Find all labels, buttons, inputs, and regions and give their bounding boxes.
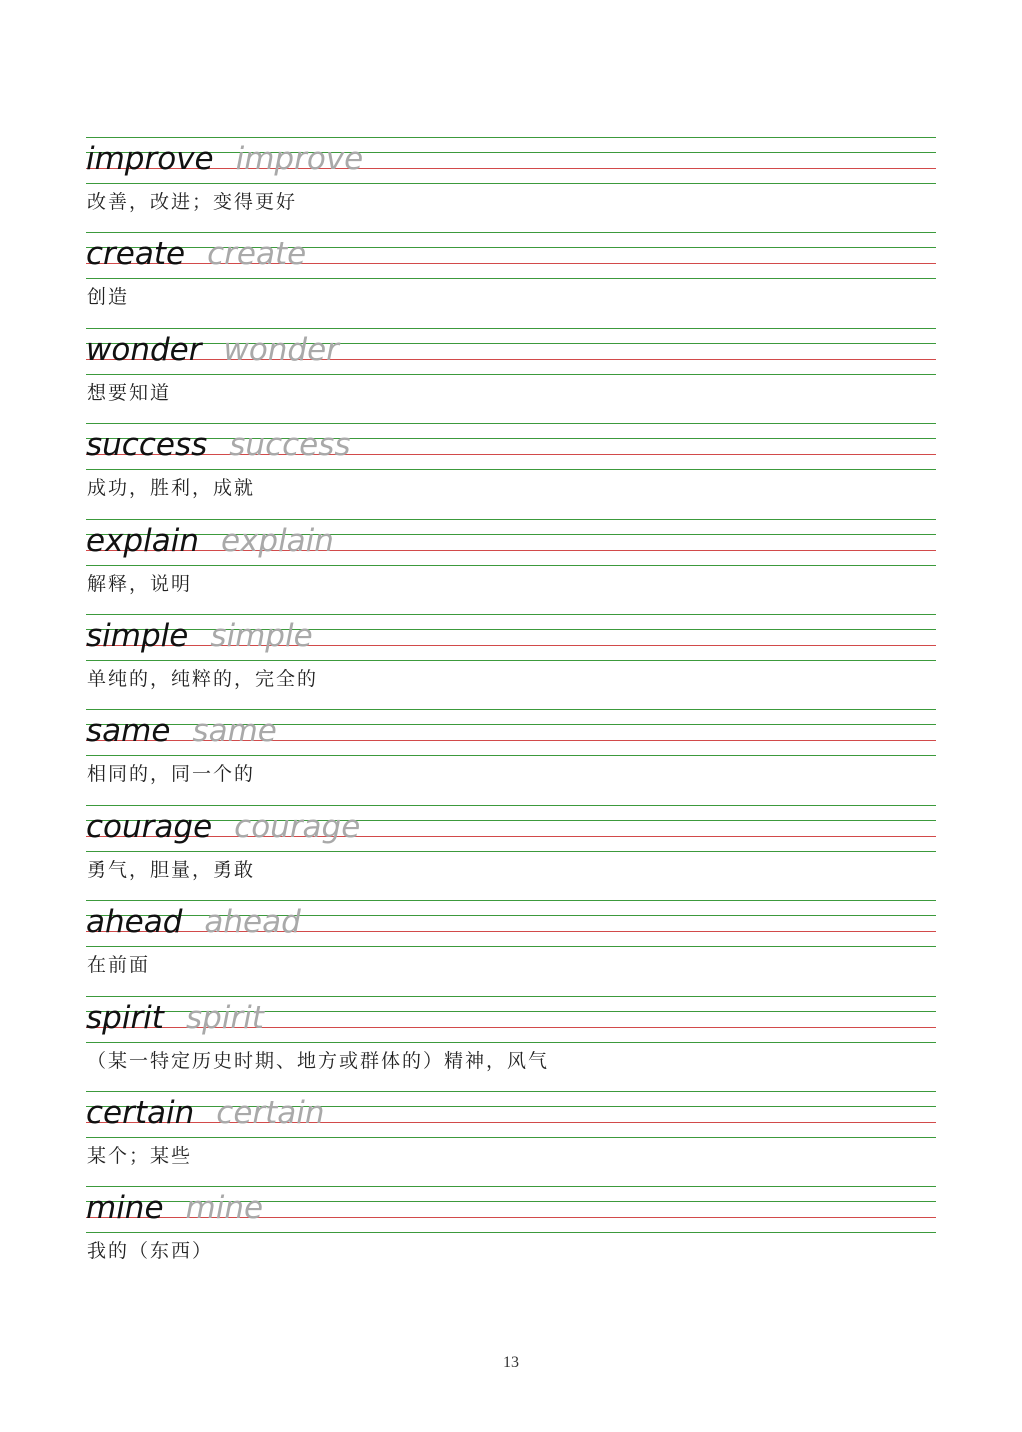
chinese-meaning: 某个；某些 <box>87 1145 193 1167</box>
word-row <box>86 614 313 658</box>
tracing-word: same <box>192 713 277 749</box>
guide-line-bottom <box>86 660 936 661</box>
word-row <box>86 900 301 944</box>
tracing-word: courage <box>234 809 361 845</box>
vocab-entry <box>86 232 936 328</box>
page-number: 13 <box>503 1354 519 1371</box>
vocab-entry <box>86 900 936 996</box>
word-row <box>86 709 277 753</box>
tracing-word: improve <box>235 141 364 177</box>
vocab-entry <box>86 1186 936 1282</box>
word-row <box>86 805 360 849</box>
chinese-meaning: 我的（东西） <box>87 1240 214 1262</box>
english-word: courage <box>86 809 213 845</box>
chinese-meaning: 在前面 <box>87 954 151 976</box>
guide-line-bottom <box>86 1042 936 1043</box>
guide-line-bottom <box>86 278 936 279</box>
guide-line-bottom <box>86 1137 936 1138</box>
tracing-word: simple <box>210 618 313 654</box>
guide-line-bottom <box>86 755 936 756</box>
chinese-meaning: 单纯的，纯粹的，完全的 <box>87 668 319 690</box>
word-row <box>86 519 334 563</box>
tracing-word: success <box>229 427 351 463</box>
tracing-word: wonder <box>223 332 339 368</box>
english-word: simple <box>86 618 189 654</box>
vocab-entry <box>86 137 936 233</box>
english-word: certain <box>86 1095 195 1131</box>
english-word: mine <box>86 1190 164 1226</box>
word-row <box>86 1186 263 1230</box>
vocab-entry <box>86 805 936 901</box>
guide-line-bottom <box>86 374 936 375</box>
guide-line-bottom <box>86 565 936 566</box>
chinese-meaning: 勇气，胆量，勇敢 <box>87 859 256 881</box>
vocab-entry <box>86 614 936 710</box>
chinese-meaning: 想要知道 <box>87 382 172 404</box>
word-row <box>86 996 264 1040</box>
chinese-meaning: 成功，胜利，成就 <box>87 477 256 499</box>
word-row <box>86 137 363 181</box>
english-word: ahead <box>86 904 183 940</box>
english-word: wonder <box>86 332 202 368</box>
word-row <box>86 423 351 467</box>
vocab-entry <box>86 519 936 615</box>
chinese-meaning: （某一特定历史时期、地方或群体的）精神，风气 <box>87 1050 550 1072</box>
tracing-word: create <box>207 236 307 272</box>
vocab-entry <box>86 996 936 1092</box>
vocab-entry <box>86 1091 936 1187</box>
tracing-word: ahead <box>204 904 301 940</box>
tracing-word: mine <box>185 1190 264 1226</box>
chinese-meaning: 创造 <box>87 286 130 308</box>
vocab-entry <box>86 423 936 519</box>
tracing-word: explain <box>220 523 334 559</box>
vocab-entry <box>86 328 936 424</box>
english-word: success <box>86 427 208 463</box>
english-word: same <box>86 713 171 749</box>
english-word: create <box>86 236 186 272</box>
english-word: spirit <box>86 1000 164 1036</box>
tracing-word: certain <box>216 1095 325 1131</box>
vocab-entry <box>86 709 936 805</box>
word-row <box>86 1091 325 1135</box>
guide-line-bottom <box>86 946 936 947</box>
tracing-word: spirit <box>185 1000 264 1036</box>
english-word: improve <box>86 141 214 177</box>
chinese-meaning: 改善，改进；变得更好 <box>87 191 298 213</box>
guide-line-bottom <box>86 469 936 470</box>
word-row <box>86 328 339 372</box>
chinese-meaning: 解释，说明 <box>87 573 193 595</box>
guide-line-bottom <box>86 183 936 184</box>
word-row <box>86 232 306 276</box>
chinese-meaning: 相同的，同一个的 <box>87 763 256 785</box>
guide-line-bottom <box>86 851 936 852</box>
english-word: explain <box>86 523 199 559</box>
guide-line-bottom <box>86 1232 936 1233</box>
